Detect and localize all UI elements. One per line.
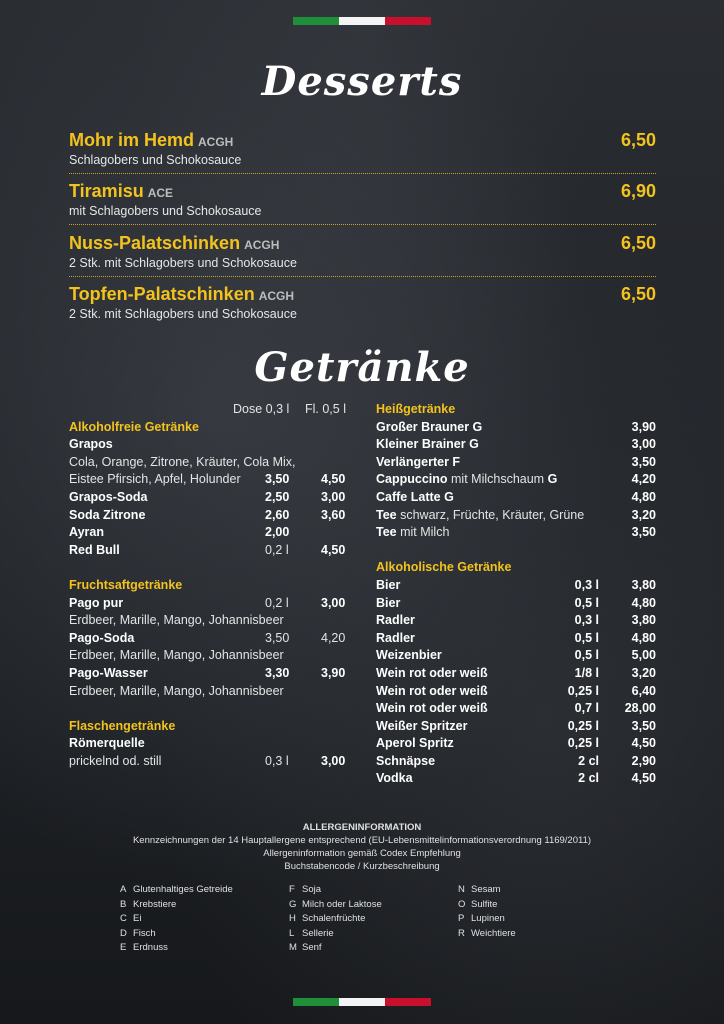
drink-size: 1/8 l	[574, 665, 599, 680]
drink-size: 0,5 l	[574, 595, 599, 610]
category-heading: Fruchtsaftgetränke	[69, 577, 183, 592]
dessert-price: 6,50	[620, 233, 656, 253]
drink-name: Tee	[376, 507, 397, 522]
price: 3,20	[631, 507, 656, 522]
allergen-code: ACGH	[258, 289, 295, 303]
drink-row	[69, 507, 359, 525]
dessert-name: Mohr im Hemd	[69, 130, 195, 150]
drink-name: Grapos-Soda	[69, 489, 148, 504]
allergen-label: Soja	[302, 884, 322, 895]
drink-size: 2 cl	[578, 753, 599, 768]
price-flasche: 3,60	[321, 507, 346, 522]
drink-size: 0,7 l	[574, 701, 599, 716]
drink-name: Weizenbier	[376, 648, 442, 663]
allergen-letter: M	[289, 942, 297, 954]
drink-name: Radler	[376, 630, 415, 645]
price: 3,00	[321, 753, 346, 768]
dessert-name: Nuss-Palatschinken	[69, 233, 241, 253]
drink-desc: Erdbeer, Marille, Mango, Johannisbeer	[69, 648, 284, 663]
drink-desc: mit Milchschaum	[447, 472, 548, 487]
drink-desc: Erdbeer, Marille, Mango, Johannisbeer	[69, 613, 284, 628]
drink-name: Grapos	[69, 437, 113, 452]
drink-desc: Cola, Orange, Zitrone, Kräuter, Cola Mix,	[69, 454, 296, 469]
drink-row	[376, 489, 656, 507]
dessert-name: Topfen-Palatschinken	[69, 284, 255, 304]
category-heading: Flaschengetränke	[69, 718, 176, 733]
allergen-letter: A	[120, 884, 127, 895]
drink-row	[376, 735, 656, 753]
drink-name: Römerquelle	[69, 736, 145, 751]
dessert-price: 6,50	[620, 130, 656, 150]
size-header	[69, 401, 359, 419]
drink-desc: Eistee Pfirsich, Apfel, Holunder	[69, 472, 241, 487]
price: 3,00	[631, 437, 656, 452]
drink-desc: Erdbeer, Marille, Mango, Johannisbeer	[69, 683, 284, 698]
drink-row	[376, 507, 656, 525]
drink-row	[376, 770, 656, 788]
price: 3,80	[631, 577, 656, 592]
desserts-title: Desserts	[261, 58, 463, 105]
drink-size: 0,25 l	[567, 718, 599, 733]
price: 4,80	[631, 595, 656, 610]
drink-size: 0,5 l	[574, 630, 599, 645]
allergen-line: Kennzeichnungen der 14 Hauptallergene entsprechend (EU-Lebensmittelinformationsverordnung 1169/2011)	[132, 835, 592, 846]
allergen-item	[120, 883, 233, 898]
allergen-code: ACGH	[198, 135, 234, 149]
allergen-code: ACGH	[244, 238, 280, 252]
price: 4,50	[321, 542, 346, 557]
drink-row	[376, 753, 656, 771]
drink-row	[69, 595, 359, 613]
price: 4,80	[631, 630, 656, 645]
allergen-letter: R	[458, 927, 465, 939]
drink-row	[69, 753, 359, 771]
italian-flag-top	[293, 17, 431, 25]
drink-row	[69, 630, 359, 648]
allergen-label: Ei	[133, 913, 142, 925]
drink-name: Radler	[376, 613, 415, 628]
drink-size: 0,2 l	[265, 595, 289, 610]
drink-name: Pago-Wasser	[69, 665, 148, 680]
drink-name: Cappuccino	[376, 472, 448, 487]
allergen-label: Lupinen	[471, 913, 505, 925]
price: 3,20	[631, 665, 656, 680]
allergen-letter: B	[120, 898, 127, 910]
drink-name: Kleiner Brainer G	[376, 437, 479, 452]
drink-name: Ayran	[69, 525, 104, 540]
drink-row	[376, 524, 656, 542]
dotted-divider	[69, 173, 656, 174]
allergen-label: Erdnuss	[133, 942, 168, 954]
allergen-letter: F	[289, 884, 295, 895]
price-dose: 3,30	[265, 665, 290, 680]
drink-row	[376, 718, 656, 736]
drink-name: Wein rot oder weiß	[376, 665, 488, 680]
dessert-price: 6,50	[620, 284, 656, 304]
drink-row	[69, 542, 359, 560]
drink-name: Pago pur	[69, 595, 124, 610]
price: 3,90	[631, 419, 656, 434]
drink-row	[376, 595, 656, 613]
category-heading: Alkoholfreie Getränke	[69, 419, 199, 434]
drink-row	[69, 665, 359, 683]
drink-name: Verlängerter F	[376, 454, 461, 469]
dotted-divider	[69, 224, 656, 225]
drink-name: Wein rot oder weiß	[376, 701, 488, 716]
dose-header: Dose 0,3 l	[233, 402, 290, 416]
dessert-item	[69, 233, 656, 270]
allergen-item	[458, 912, 516, 927]
drinks-title: Getränke	[254, 344, 470, 391]
drink-name: Tee	[376, 525, 397, 540]
price: 3,50	[631, 718, 656, 733]
allergen-label: Sellerie	[302, 927, 334, 939]
drink-size: 0,2 l	[265, 542, 289, 557]
allergen-label: Sulfite	[471, 898, 498, 910]
drink-row	[376, 665, 656, 683]
allergen-letter: C	[120, 913, 127, 925]
drink-row	[376, 630, 656, 648]
drink-desc: prickelnd od. still	[69, 753, 162, 768]
allergen-code: ACE	[147, 186, 174, 200]
dessert-item	[69, 181, 656, 218]
allergen-list	[289, 883, 382, 956]
flasche-header: Fl. 0,5 l	[305, 402, 346, 416]
allergen-line: Allergeninformation gemäß Codex Empfehlung	[263, 848, 461, 859]
dessert-desc: Schlagobers und Schokosauce	[69, 153, 242, 167]
drink-name: Soda Zitrone	[69, 507, 146, 522]
drink-name: Wein rot oder weiß	[376, 683, 488, 698]
allergen-label: Krebstiere	[133, 898, 177, 910]
drink-row	[376, 454, 656, 472]
allergen-label: Weichtiere	[471, 927, 516, 939]
allergen-letter: N	[458, 884, 465, 895]
allergen-item	[458, 883, 516, 898]
allergen-letter: L	[289, 927, 295, 939]
price: 5,00	[631, 648, 656, 663]
drink-name: Caffe Latte G	[376, 489, 454, 504]
drink-row	[376, 436, 656, 454]
drink-name: Bier	[376, 577, 401, 592]
drink-row	[376, 647, 656, 665]
dessert-name: Tiramisu	[69, 181, 144, 201]
allergen-item	[289, 883, 382, 898]
allergen-item	[120, 941, 233, 956]
drink-name: Aperol Spritz	[376, 736, 454, 751]
drink-row	[376, 577, 656, 595]
allergen-line: Buchstabencode / Kurzbeschreibung	[284, 861, 440, 872]
price: 6,40	[631, 683, 656, 698]
allergen-list	[120, 883, 233, 956]
drink-row	[69, 524, 359, 542]
allergen-item	[289, 912, 382, 927]
allergen-label: Schalenfrüchte	[302, 913, 366, 925]
allergen-letter: G	[289, 898, 297, 910]
drink-name: Schnäpse	[376, 753, 436, 768]
category-heading: Heißgetränke	[376, 402, 456, 416]
price: 3,00	[321, 595, 346, 610]
italian-flag-bottom	[293, 998, 431, 1006]
price: 4,20	[631, 472, 656, 487]
allergen-item	[458, 927, 516, 942]
category-heading: Alkoholische Getränke	[376, 560, 512, 575]
drink-name: Vodka	[376, 771, 413, 786]
dessert-item	[69, 130, 656, 167]
drink-size: 2 cl	[578, 771, 599, 786]
drink-row	[69, 489, 359, 507]
price: 4,50	[631, 771, 656, 786]
price-flasche: 4,50	[321, 472, 346, 487]
drink-name: Bier	[376, 595, 401, 610]
drink-size: 0,3 l	[265, 753, 289, 768]
price-dose: 2,00	[265, 525, 290, 540]
dessert-desc: 2 Stk. mit Schlagobers und Schokosauce	[69, 307, 297, 321]
allergen-list	[458, 883, 516, 941]
drink-desc: mit Milch	[396, 525, 450, 540]
allergen-label: Glutenhaltiges Getreide	[133, 884, 233, 895]
price-dose: 2,60	[265, 507, 290, 522]
allergen-label: Sesam	[471, 884, 501, 895]
drink-row	[376, 612, 656, 630]
price: 3,50	[631, 454, 656, 469]
drink-size: 0,5 l	[574, 648, 599, 663]
allergen-letter: P	[458, 913, 465, 925]
price: 4,80	[631, 489, 656, 504]
price-dose: 2,50	[265, 489, 290, 504]
drink-name: Großer Brauner G	[376, 419, 483, 434]
dessert-item	[69, 284, 656, 321]
drink-name: Pago-Soda	[69, 630, 135, 645]
allergen-title: ALLERGENINFORMATION	[302, 822, 422, 833]
price-flasche: 4,20	[321, 630, 346, 645]
price-dose: 3,50	[265, 630, 290, 645]
price: 3,50	[631, 525, 656, 540]
drink-row	[69, 471, 359, 489]
allergen-letter: D	[120, 927, 127, 939]
drink-size: 0,25 l	[567, 683, 599, 698]
dessert-desc: mit Schlagobers und Schokosauce	[69, 204, 262, 218]
drinks-right-column	[376, 401, 656, 788]
allergen-letter: O	[458, 898, 466, 910]
drink-row	[376, 700, 656, 718]
drink-size: 0,25 l	[567, 736, 599, 751]
allergen-item	[289, 941, 382, 956]
allergen-item	[289, 927, 382, 942]
dessert-desc: 2 Stk. mit Schlagobers und Schokosauce	[69, 256, 297, 270]
price-dose: 3,50	[265, 472, 290, 487]
price-flasche: 3,90	[321, 665, 346, 680]
drink-row	[376, 683, 656, 701]
price: 3,80	[631, 613, 656, 628]
allergen-letter: E	[120, 942, 127, 954]
drink-desc: schwarz, Früchte, Kräuter, Grüne	[396, 507, 585, 522]
allergen-label: Milch oder Laktose	[302, 898, 382, 910]
price: 28,00	[624, 701, 656, 716]
dotted-divider	[69, 276, 656, 277]
allergen-item	[120, 912, 233, 927]
allergen-label: Fisch	[133, 927, 156, 939]
allergen-item	[289, 898, 382, 913]
allergen-label: Senf	[302, 942, 322, 954]
allergen-item	[458, 898, 516, 913]
drink-row	[376, 419, 656, 437]
price: 4,50	[631, 736, 656, 751]
drink-size: 0,3 l	[574, 577, 599, 592]
allergen-item	[120, 927, 233, 942]
price: 2,90	[631, 753, 656, 768]
allergen-item	[120, 898, 233, 913]
drink-size: 0,3 l	[574, 613, 599, 628]
dessert-price: 6,90	[620, 181, 656, 201]
drink-name: Weißer Spritzer	[376, 718, 468, 733]
allergen-letter: H	[289, 913, 296, 925]
drink-row	[376, 471, 656, 489]
allergen-code: G	[547, 472, 558, 487]
drink-name: Red Bull	[69, 542, 120, 557]
price-flasche: 3,00	[321, 489, 346, 504]
drinks-left-column	[69, 401, 359, 770]
